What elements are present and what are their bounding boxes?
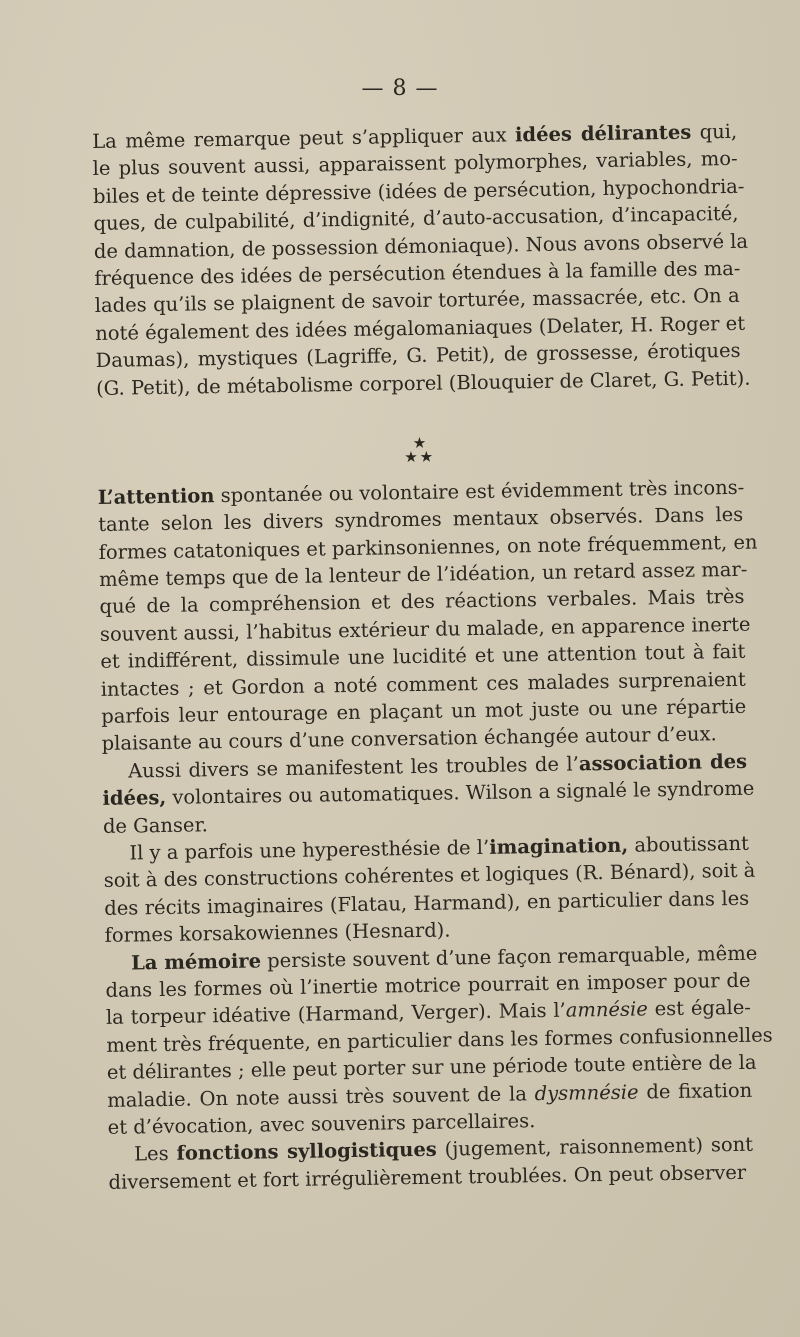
line-text: fréquence des idées de persécution étendues à la famille des ma- — [94, 256, 741, 290]
paragraph-ideas-delirantes — [92, 118, 751, 402]
line-text: Il y a parfois une hyperesthésie de l’ — [129, 835, 490, 865]
line-text: diversement et fort irrégulièrement troublées. On peut observer — [108, 1160, 747, 1194]
bold-term: association des — [578, 749, 748, 776]
italic-term: amnésie — [565, 997, 648, 1022]
line-text: parfois leur entourage en plaçant un mot juste ou une répartie — [101, 694, 747, 728]
asterism-top-star: ★ — [412, 433, 427, 452]
line-text: La même remarque peut s’appliquer aux — [92, 123, 516, 153]
line-text: souvent aussi, l’habitus extérieur du malade, en apparence inerte — [99, 612, 751, 646]
line-text: qué de la compréhension et des réactions verbales. Mais très — [99, 585, 745, 619]
line-text: ques, de culpabilité, d’indignité, d’auto-accusation, d’incapacité, — [93, 202, 739, 236]
line-text: intactes ; et Gordon a noté comment ces malades surprenaient — [100, 667, 746, 701]
line-text: et délirantes ; elle peut porter sur une période toute entière de la — [106, 1050, 757, 1084]
line-text: spontanée ou volontaire est évidemment très incons- — [214, 475, 745, 508]
section-separator-asterism — [96, 392, 742, 484]
asterism-bottom-stars: ★★ — [404, 447, 436, 467]
bold-term: idées, — [102, 786, 167, 811]
line-text: persiste souvent d’une façon remarquable, même — [260, 941, 758, 972]
line-text: maladie. On note aussi très souvent de la — [107, 1081, 535, 1112]
line-text: tante selon les divers syndromes mentaux observés. Dans les — [98, 503, 744, 537]
line-text: formes catatoniques et parkinsoniennes, on note fréquemment, en — [98, 530, 758, 564]
line-text: de damnation, de possession démoniaque). Nous avons observé la — [93, 229, 749, 263]
line-text: soit à des constructions cohérentes et logiques (R. Bénard), soit à — [103, 859, 756, 893]
bold-term: idées délirantes — [514, 120, 692, 147]
italic-term: dysmnésie — [534, 1080, 639, 1105]
line-text: la torpeur idéative (Harmand, Verger). Mais l’ — [105, 998, 566, 1030]
line-text: noté également des idées mégalomaniaques (Delater, H. Roger et — [95, 311, 746, 345]
line-text: qui, — [691, 119, 738, 144]
bold-term: La mémoire — [130, 948, 262, 975]
line-text: ment très fréquente, en particulier dans les formes confusionnelles — [106, 1023, 773, 1057]
bold-term: L’attention — [97, 484, 215, 509]
line-text: (jugement, raisonnement) sont — [436, 1133, 754, 1161]
bold-term: imagination, — [489, 833, 629, 859]
line-text: aboutissant — [627, 831, 750, 857]
line-text: dans les formes où l’inertie motrice pourrait en imposer pour de — [105, 968, 751, 1002]
line-text: plaisante au cours d’une conversation échangée autour d’eux. — [101, 722, 717, 756]
line-text: de Ganser. — [102, 812, 209, 838]
line-text: biles et de teinte dépressive (idées de persécution, hypochondria- — [92, 174, 745, 208]
body-text — [92, 118, 773, 1196]
line-text: Daumas), mystiques (Lagriffe, G. Petit), de grossesse, érotiques — [95, 338, 741, 373]
line-text: Aussi divers se manifestent les troubles de l’ — [127, 752, 580, 783]
line-text: est égale- — [647, 996, 752, 1021]
line-text: volontaires ou automatiques. Wilson a signalé le syndrome — [165, 776, 755, 810]
line-text: le plus souvent aussi, apparaissent polymorphes, variables, mo- — [92, 147, 738, 181]
line-text: et indifférent, dissimule une lucidité et une attention tout à fait — [100, 640, 746, 674]
line-text: formes korsakowiennes (Hesnard). — [104, 918, 451, 948]
line-text: (G. Petit), de métabolisme corporel (Blouquier de Claret, G. Petit). — [95, 366, 751, 400]
line-text: lades qu’ils se plaignent de savoir torturée, massacrée, etc. On a — [94, 284, 740, 318]
line-text: Les — [133, 1142, 177, 1166]
line-text: et d’évocation, avec souvenirs parcellaires. — [107, 1109, 536, 1139]
line-text: des récits imaginaires (Flatau, Harmand), en particulier dans les — [104, 886, 750, 920]
bold-term: fonctions syllogistiques — [176, 1137, 437, 1166]
page-number: — 8 — — [361, 76, 439, 101]
line-text: même temps que de la lenteur de l’idéation, un retard assez mar- — [98, 557, 748, 592]
paragraph-attention — [97, 474, 773, 1196]
line-text: de fixation — [638, 1078, 753, 1104]
